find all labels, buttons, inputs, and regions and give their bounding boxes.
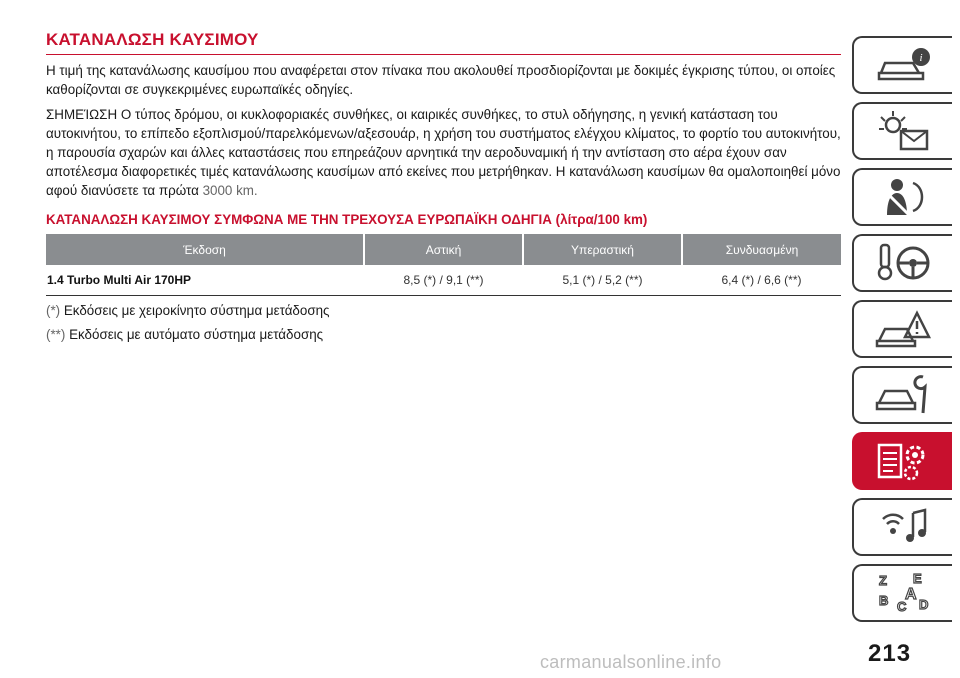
svg-text:E: E [913, 571, 922, 586]
footnote-manual [46, 301, 841, 320]
svg-text:Z: Z [879, 573, 887, 588]
footnote-text: Εκδόσεις με χειροκίνητο σύστημα μετάδοσης [63, 303, 330, 318]
svg-text:C: C [897, 599, 907, 614]
alphabet-index-icon[interactable] [852, 564, 952, 622]
multimedia-music-icon[interactable] [852, 498, 952, 556]
intro-paragraph: Η τιμή της κατανάλωσης καυσίμου που αναφέρεται στον πίνακα που ακολουθεί προσδιορίζονται με δοκιμές έγκρισης τύπου, οι οποίες καθορίζονται σε συγκεκριμένες ευρωπαϊκές οδηγίες. [46, 63, 836, 97]
cell-version: 1.4 Turbo Multi Air 170HP [46, 265, 364, 296]
footnote-mark: (**) [46, 327, 66, 342]
note-text: ΣΗΜΕΊΩΣΗ Ο τύπος δρόμου, οι κυκλοφοριακές συνθήκες, οι καιρικές συνθήκες, το στυλ οδήγησης, η γενική κατάσταση του αυτοκινήτου, το επίπεδο εξοπλισμού/παρελκόμενων/αξεσουάρ, η χρήση του συστήματος ελέγχου κλίματος, το φορτίο του αυτοκινήτου, η παρουσία σχαρών και άλλες καταστάσεις που επηρεάζουν αρνητικά την αεροδυναμική ή την αντίσταση στο αέρα έχουν σαν αποτέλεσμα διαφορετικές τιμές κατανάλωσης καυσίμων από εκείνες που μετρήθηκαν. Η κατανάλωση καυσίμων θα ομαλοποιηθεί μόνο αφού διανύσετε τα πρώτα [46, 107, 841, 198]
table-title: ΚΑΤΑΝΑΛΩΣΗ ΚΑΥΣΙΜΟΥ ΣΥΜΦΩΝΑ ΜΕ ΤΗΝ ΤΡΕΧΟΥΣΑ ΕΥΡΩΠΑΪΚΗ ΟΔΗΓΙΑ (λίτρα/100 km) [46, 212, 648, 227]
footnote-text: Εκδόσεις με αυτόματο σύστημα μετάδοσης [69, 327, 324, 342]
section-title: ΚΑΤΑΝΑΛΩΣΗ ΚΑΥΣΙΜΟΥ [46, 30, 841, 55]
cell-combined: 6,4 (*) / 6,6 (**) [682, 265, 841, 296]
warning-light-envelope-icon[interactable] [852, 102, 952, 160]
svg-text:i: i [919, 52, 923, 64]
note-distance: 3000 km. [202, 183, 258, 198]
header-combined: Συνδυασμένη [682, 234, 841, 265]
svg-text:B: B [879, 593, 889, 608]
breakdown-warning-triangle-icon[interactable] [852, 300, 952, 358]
footnote-mark: (*) [46, 303, 61, 318]
fuel-consumption-table [46, 234, 841, 296]
specs-list-gear-icon[interactable] [852, 432, 952, 490]
header-version: Έκδοση [46, 234, 364, 265]
car-wrench-icon[interactable] [852, 366, 952, 424]
car-info-icon[interactable] [852, 36, 952, 94]
chapter-tabs [852, 0, 960, 678]
svg-text:D: D [919, 597, 929, 612]
seatbelt-airbag-icon[interactable] [852, 168, 952, 226]
cell-extra-urban: 5,1 (*) / 5,2 (**) [523, 265, 682, 296]
footnote-automatic [46, 325, 841, 344]
header-extra-urban: Υπεραστική [523, 234, 682, 265]
table-header-row [46, 234, 841, 265]
svg-text:A: A [905, 586, 917, 603]
page-number: 213 [868, 640, 912, 667]
note-paragraph [46, 105, 841, 200]
table-row [46, 265, 841, 296]
page-content [46, 30, 841, 344]
watermark: carmanualsonline.info [540, 652, 722, 672]
cell-urban: 8,5 (*) / 9,1 (**) [364, 265, 523, 296]
header-urban: Αστική [364, 234, 523, 265]
key-steering-wheel-icon[interactable] [852, 234, 952, 292]
